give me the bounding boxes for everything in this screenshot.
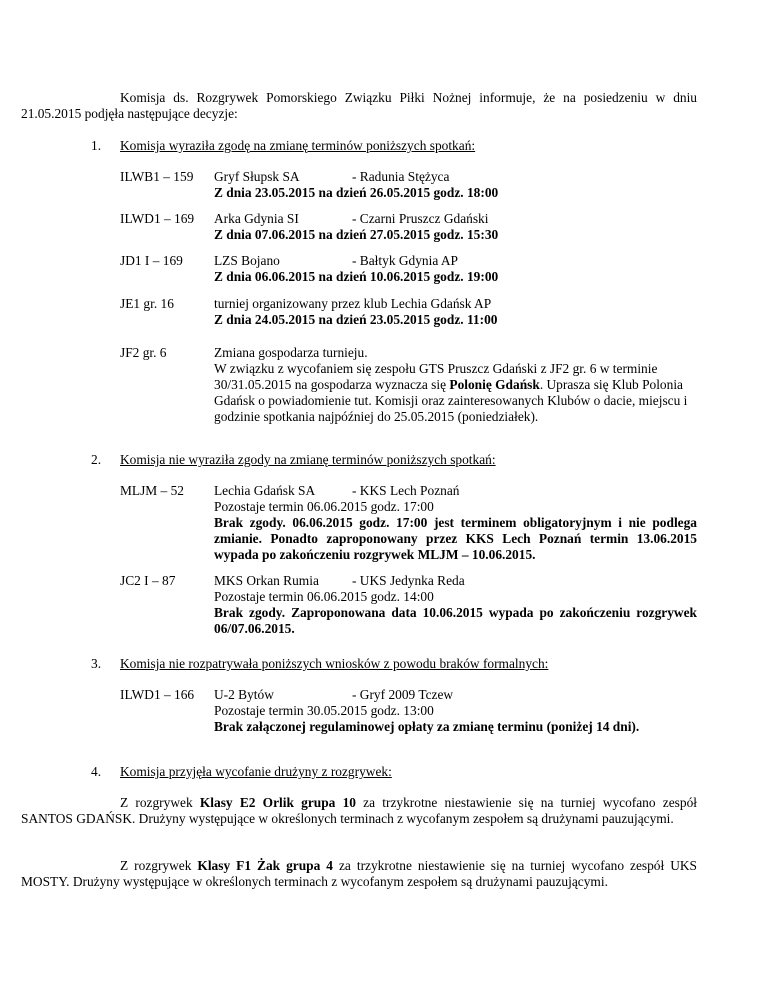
decision-text: Z dnia 24.05.2015 na dzień 23.05.2015 godz. 11:00 [214,312,498,327]
entry-text: Zmiana gospodarza turnieju. [214,345,368,360]
home-team: U-2 Bytów [214,687,274,702]
note-part: W związku z wycofaniem się zespołu GTS Pruszcz Gdański z JF2 gr. 6 w terminie 30/31.05.2015 na gospodarza wyznacza się [214,361,658,392]
section-heading [21,138,697,154]
match-code: JC2 I – 87 [120,573,176,588]
section-number: 2. [91,452,102,467]
match-code: JF2 gr. 6 [120,345,167,360]
away-team: - Czarni Pruszcz Gdański [352,211,489,226]
paragraph-text: za trzykrotne niestawienie się na turniej wycofano zespół SANTOS GDAŃSK. Drużyny występujące w określonych terminach z wycofanym zespołem są drużynami pauzującymi. [21,795,697,826]
section-number: 1. [91,138,102,153]
withdrawal-paragraph [21,858,697,890]
decision-text: Z dnia 07.06.2015 na dzień 27.05.2015 godz. 15:30 [214,227,499,242]
league-name: Klasy E2 Orlik grupa 10 [199,795,356,810]
home-team: Lechia Gdańsk SA [214,483,316,498]
section-number: 4. [91,764,102,779]
section-heading [21,764,697,780]
away-team: - KKS Lech Poznań [352,483,460,498]
match-code: ILWD1 – 166 [120,687,195,702]
home-team: Arka Gdynia SI [214,211,299,226]
entry-text: turniej organizowany przez klub Lechia Gdańsk AP [214,296,492,311]
kept-date: Pozostaje termin 06.06.2015 godz. 17:00 [214,499,434,514]
paragraph-text: za trzykrotne niestawienie się na turniej wycofano zespół UKS MOSTY. Drużyny występujące w określonych terminach z wycofanym zespołem są drużynami pauzującymi. [21,858,697,889]
note-bold: Polonię Gdańsk [449,377,540,392]
match-code: ILWB1 – 159 [120,169,194,184]
match-code: MLJM – 52 [120,483,184,498]
section-title: Komisja przyjęła wycofanie drużyny z rozgrywek: [120,764,392,779]
kept-date: Pozostaje termin 06.06.2015 godz. 14:00 [214,589,434,604]
home-team: Gryf Słupsk SA [214,169,300,184]
host-change-note [214,361,697,425]
decision-text: Brak zgody. 06.06.2015 godz. 17:00 jest terminem obligatoryjnym i nie podlega zmianie. Ponadto zaproponowany przez KKS Lech Poznań termin 13.06.2015 wypada po zakończeniu rozgrywek MLJM – 10.06.2015. [214,515,697,562]
section-title: Komisja nie rozpatrywała poniższych wniosków z powodu braków formalnych: [120,656,549,671]
decision-text: Brak załączonej regulaminowej opłaty za zmianę terminu (poniżej 14 dni). [214,719,640,734]
note-part: . Uprasza się Klub Polonia Gdańsk o powiadomienie tut. Komisji oraz zainteresowanych Klubów o dacie, miejscu i godzinie spotkania najpóźniej do 25.05.2015 (poniedziałek). [214,377,688,424]
home-team: LZS Bojano [214,253,280,268]
league-name: Klasy F1 Żak grupa 4 [197,858,333,873]
paragraph-text: Z rozgrywek [120,795,200,810]
section-title: Komisja wyraziła zgodę na zmianę terminów poniższych spotkań: [120,138,476,153]
away-team: - Radunia Stężyca [352,169,450,184]
kept-date: Pozostaje termin 30.05.2015 godz. 13:00 [214,703,434,718]
match-code: ILWD1 – 169 [120,211,195,226]
away-team: - Gryf 2009 Tczew [352,687,454,702]
decision-text: Brak zgody. Zaproponowana data 10.06.2015 wypada po zakończeniu rozgrywek 06/07.06.2015. [214,605,697,636]
match-code: JD1 I – 169 [120,253,183,268]
away-team: - UKS Jedynka Reda [352,573,465,588]
section-title: Komisja nie wyraziła zgody na zmianę terminów poniższych spotkań: [120,452,496,467]
match-code: JE1 gr. 16 [120,296,174,311]
decision-text: Z dnia 23.05.2015 na dzień 26.05.2015 godz. 18:00 [214,185,499,200]
section-heading [21,656,697,672]
paragraph-text: Z rozgrywek [120,858,198,873]
section-heading [21,452,697,468]
withdrawal-paragraph [21,795,697,827]
home-team: MKS Orkan Rumia [214,573,319,588]
intro-paragraph: Komisja ds. Rozgrywek Pomorskiego Związku Piłki Nożnej informuje, że na posiedzeniu w dniu 21.05.2015 podjęła następujące decyzje: [21,90,697,121]
section-number: 3. [91,656,102,671]
section-2 [21,452,697,468]
decision-text: Z dnia 06.06.2015 na dzień 10.06.2015 godz. 19:00 [214,269,499,284]
away-team: - Bałtyk Gdynia AP [352,253,459,268]
section-4 [21,764,697,780]
section-1 [21,138,697,154]
section-3 [21,656,697,672]
